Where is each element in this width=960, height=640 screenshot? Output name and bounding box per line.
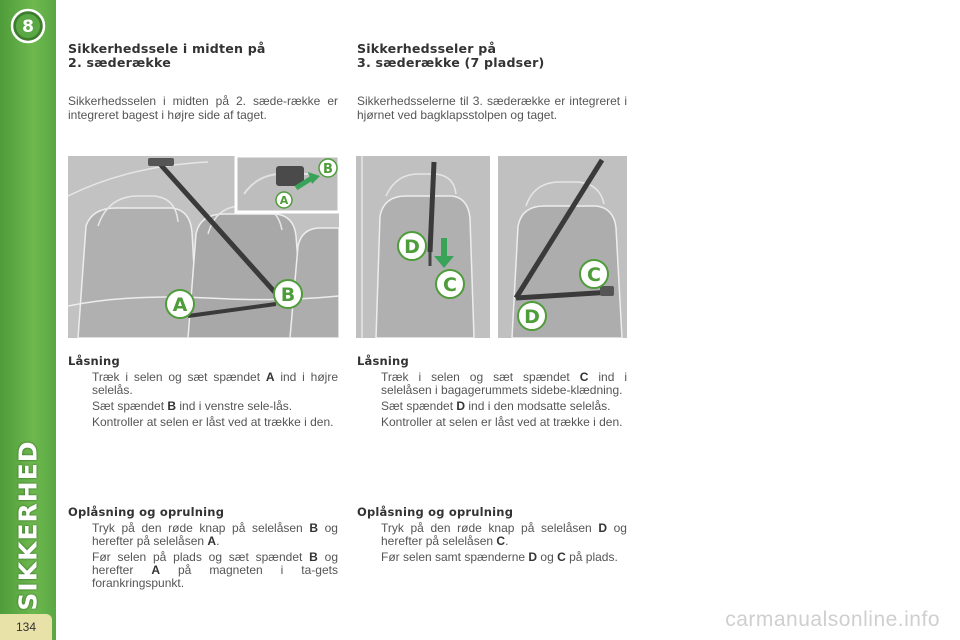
svg-text:A: A	[279, 194, 289, 207]
right-locking-heading: Låsning	[357, 354, 409, 368]
right-title	[357, 42, 627, 70]
list-item: Tryk på den røde knap på selelåsen B og herefter på selelåsen A.	[92, 521, 338, 548]
label-b-icon	[274, 280, 302, 308]
right-locking-list	[357, 371, 627, 429]
chapter-badge-icon	[10, 8, 46, 44]
label-b-inset-icon	[319, 159, 337, 177]
list-item: Før selen samt spænderne D og C på plads.	[381, 550, 618, 564]
svg-text:C: C	[443, 274, 457, 296]
right-title-line2: 3. sæderække (7 pladser)	[357, 55, 545, 70]
svg-text:B: B	[280, 284, 296, 306]
label-d-icon	[398, 232, 426, 260]
list-item: Tryk på den røde knap på selelåsen D og herefter på selelåsen C.	[381, 521, 627, 548]
left-unlocking-section	[68, 505, 338, 593]
list-item: Før selen på plads og sæt spændet B og herefter A på magneten i ta-gets forankringspunkt.	[92, 550, 338, 590]
right-locking-section	[357, 354, 627, 432]
right-column-header	[357, 42, 627, 122]
list-item: Kontroller at selen er låst ved at trække i den.	[92, 415, 334, 429]
left-locking-section	[68, 354, 338, 432]
left-column-header	[68, 42, 338, 122]
left-title-line1: Sikkerhedssele i midten på	[68, 41, 266, 56]
left-unlocking-heading: Oplåsning og oprulning	[68, 505, 225, 519]
list-item: Sæt spændet B ind i venstre sele-lås.	[92, 399, 293, 413]
right-title-line1: Sikkerhedsseler på	[357, 41, 497, 56]
svg-text:D: D	[404, 236, 420, 258]
label-a-icon	[166, 290, 194, 318]
svg-text:B: B	[323, 162, 333, 177]
list-item: Træk i selen og sæt spændet A ind i højre selelås.	[92, 370, 338, 397]
label-c-right-icon	[580, 260, 608, 288]
left-intro: Sikkerhedsselen i midten på 2. sæde-række er integreret bagest i højre side af taget.	[68, 94, 338, 122]
right-intro: Sikkerhedsselerne til 3. sæderække er integreret i hjørnet ved bagklapsstolpen og taget.	[357, 94, 627, 122]
label-c-icon	[436, 270, 464, 298]
left-title	[68, 42, 338, 70]
label-a-inset-icon	[276, 192, 292, 208]
chapter-number: 8	[22, 17, 34, 37]
svg-text:D: D	[524, 306, 540, 328]
chapter-sidebar	[0, 0, 56, 640]
middle-seatbelt-illustration	[68, 156, 339, 338]
left-title-line2: 2. sæderække	[68, 55, 171, 70]
right-unlocking-heading: Oplåsning og oprulning	[357, 505, 514, 519]
label-d-right-icon	[518, 302, 546, 330]
left-unlocking-list	[68, 522, 338, 590]
watermark: carmanualsonline.info	[725, 608, 940, 631]
page-number: 134	[0, 614, 52, 640]
third-row-seatbelt-illustration	[356, 156, 627, 338]
left-locking-heading: Låsning	[68, 354, 120, 368]
svg-text:A: A	[172, 294, 188, 316]
list-item: Træk i selen og sæt spændet C ind i selelåsen i bagagerummets sidebe-klædning.	[381, 370, 627, 397]
list-item: Kontroller at selen er låst ved at trække i den.	[381, 415, 623, 429]
section-title-text: SIKKERHED	[13, 439, 43, 611]
right-unlocking-list	[357, 522, 627, 564]
left-locking-list	[68, 371, 338, 429]
svg-text:C: C	[587, 264, 601, 286]
section-title	[4, 440, 52, 610]
list-item: Sæt spændet D ind i den modsatte selelås.	[381, 399, 611, 413]
right-unlocking-section	[357, 505, 627, 567]
